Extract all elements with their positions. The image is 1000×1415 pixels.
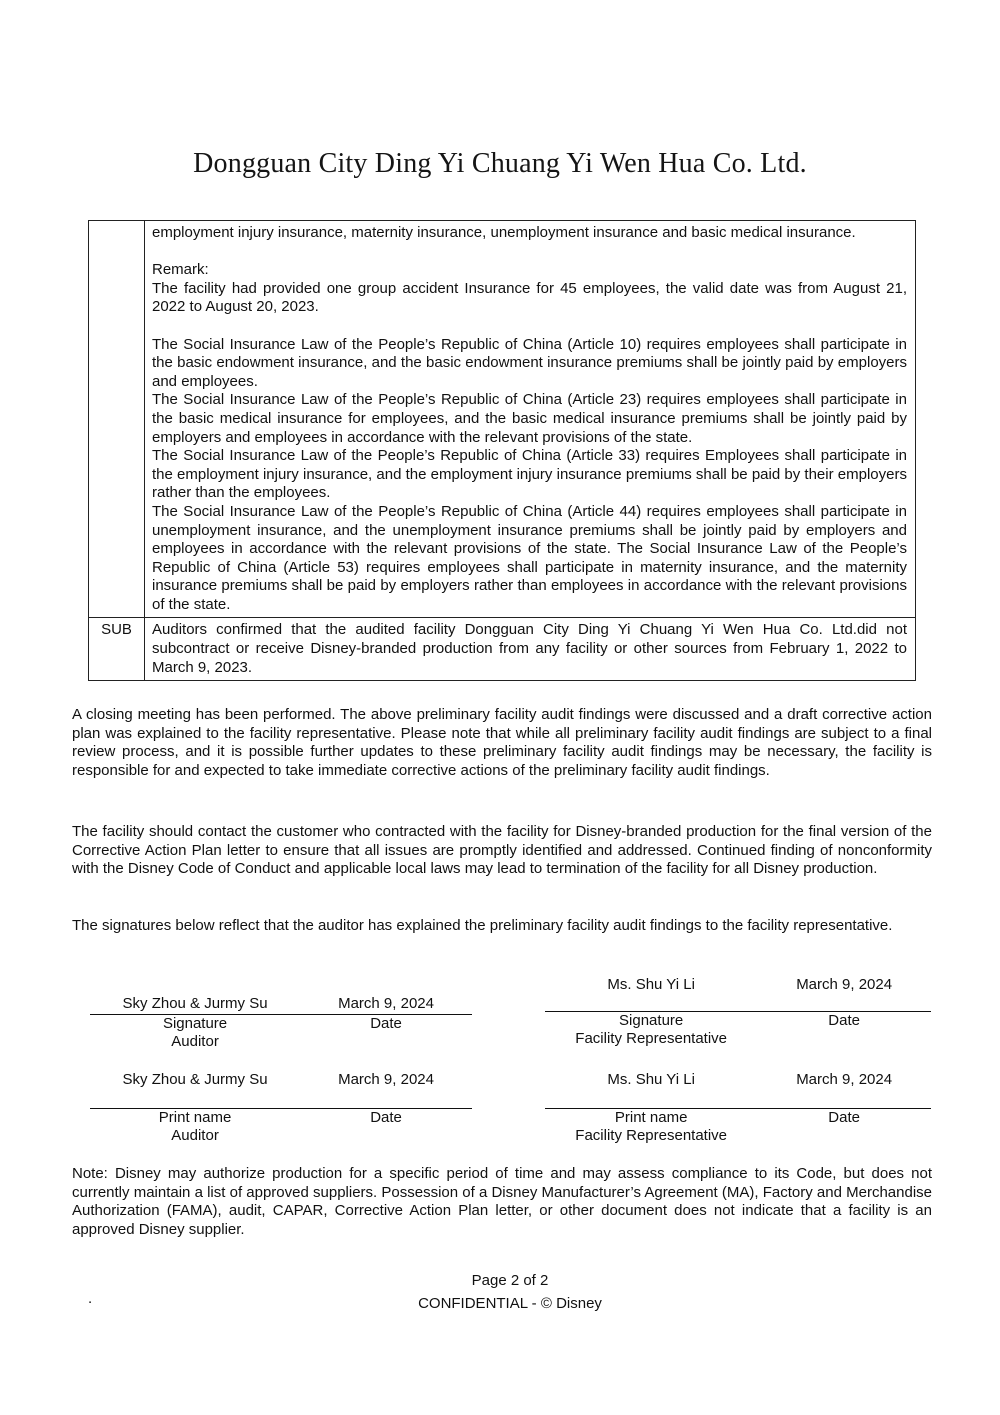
role-label: Auditor — [171, 1033, 219, 1051]
signature-label: Signature — [619, 1011, 684, 1029]
print-name-label: Print name — [158, 1108, 232, 1126]
role-label: Facility Representative — [575, 1127, 728, 1145]
row-content — [145, 618, 916, 681]
paragraph-facility-contact: The facility should contact the customer who contracted with the facility for Disney-branded production for the final version of the Corrective Action Plan letter to ensure that all issues are promptly identified and addressed. Continued finding of nonconformity with the Disney Code of Conduct and applicable local laws may lead to termination of the facility for all Disney production. — [72, 823, 932, 878]
stray-dot: . — [88, 1290, 93, 1307]
signature-value-row — [90, 995, 472, 1014]
spacer — [90, 1090, 472, 1108]
role-label-empty — [300, 1033, 472, 1052]
cell-paragraph: The Social Insurance Law of the People’s Republic of China (Article 44) requires employees shall participate in unemployment insurance, and the unemployment insurance premiums shall be jointly paid by employers and employees in accordance with the relevant provisions of the state. The Social Insurance Law of the People’s Republic of China (Article 53) requires employees shall participate in maternity insurance, and the maternity insurance premiums shall be paid by employers rather than employees in accordance with the relevant provisions of the state. — [152, 502, 907, 613]
signature-role-row — [545, 1127, 931, 1146]
role-label-empty — [757, 1030, 931, 1049]
paragraph-signatures-intro: The signatures below reflect that the auditor has explained the preliminary facility audit findings to the facility representative. — [72, 917, 893, 934]
signature-role-row — [90, 1033, 472, 1052]
table-row — [89, 221, 916, 618]
print-name: Sky Zhou & Jurmy Su — [122, 1071, 268, 1088]
page-footer — [10, 1269, 1000, 1315]
row-label: SUB — [89, 618, 145, 681]
print-date: March 9, 2024 — [338, 1071, 434, 1088]
cell-paragraph: employment injury insurance, maternity insurance, unemployment insurance and basic medical insurance. — [152, 224, 856, 241]
date-label: Date — [828, 1108, 860, 1126]
spacer — [545, 1090, 931, 1108]
signature-date: March 9, 2024 — [796, 976, 893, 993]
print-name-value-row — [90, 1071, 472, 1090]
print-name: Ms. Shu Yi Li — [607, 1071, 695, 1088]
print-date: March 9, 2024 — [796, 1071, 893, 1088]
audit-findings-table — [88, 220, 916, 681]
signature-block-auditor-signature — [90, 995, 472, 1052]
cell-paragraph: The facility had provided one group accident Insurance for 45 employees, the valid date was from August 21, 2022 to August 20, 2023. — [152, 279, 907, 316]
signature-role-row — [90, 1127, 472, 1146]
print-name-label: Print name — [614, 1108, 688, 1126]
spacer — [545, 995, 931, 1011]
signature-block-facility-signature — [545, 976, 931, 1049]
paragraph-closing-meeting: A closing meeting has been performed. The above preliminary facility audit findings were discussed and a draft corrective action plan was explained to the facility representative. Please note that while all preliminary facility audit findings are subject to a final review process, and it is possible further updates to these preliminary facility audit findings may be necessary, the facility is responsible for and expected to take immediate corrective actions of the preliminary facility audit findings. — [72, 706, 932, 779]
signature-label-row — [90, 1015, 472, 1034]
page-title: Dongguan City Ding Yi Chuang Yi Wen Hua Co. Ltd. — [193, 148, 807, 179]
signature-date: March 9, 2024 — [338, 995, 434, 1012]
signature-label-row — [545, 1012, 931, 1031]
role-label-empty — [757, 1127, 931, 1146]
cell-paragraph: The Social Insurance Law of the People’s Republic of China (Article 10) requires employees shall participate in the basic endowment insurance, and the basic endowment insurance premiums shall be jointly paid by employers and employees. — [152, 335, 907, 390]
signature-value-row — [545, 976, 931, 995]
signature-block-facility-print-name — [545, 1071, 931, 1146]
role-label-empty — [300, 1127, 472, 1146]
signature-name: Ms. Shu Yi Li — [607, 976, 695, 993]
cell-paragraph — [152, 317, 907, 336]
row-content — [145, 221, 916, 618]
footer-page-number: Page 2 of 2 — [471, 1272, 549, 1289]
print-name-value-row — [545, 1071, 931, 1090]
role-label: Facility Representative — [575, 1030, 728, 1048]
signature-role-row — [545, 1030, 931, 1049]
print-name-label-row — [90, 1109, 472, 1128]
cell-paragraph: Auditors confirmed that the audited facility Dongguan City Ding Yi Chuang Yi Wen Hua Co. Ltd.did not subcontract or receive Disney-branded production from any facility or other sources from February 1, 2022 to March 9, 2023. — [152, 621, 907, 676]
signature-name: Sky Zhou & Jurmy Su — [122, 995, 268, 1012]
cell-paragraph: Remark: — [152, 261, 209, 279]
note-paragraph: Note: Disney may authorize production for a specific period of time and may assess compliance to its Code, but does not currently maintain a list of approved suppliers. Possession of a Disney Manufacturer’s Agreement (MA), Factory and Merchandise Authorization (FAMA), audit, CAPAR, Corrective Action Plan letter, or other document does not indicate that a facility is an approved Disney supplier. — [72, 1165, 932, 1238]
cell-paragraph — [152, 243, 907, 262]
date-label: Date — [828, 1011, 860, 1029]
signature-label: Signature — [162, 1014, 228, 1032]
footer-confidential: CONFIDENTIAL - © Disney — [418, 1295, 602, 1312]
role-label: Auditor — [171, 1127, 219, 1145]
signature-block-auditor-print-name — [90, 1071, 472, 1146]
cell-paragraph: The Social Insurance Law of the People’s Republic of China (Article 23) requires employees shall participate in the basic medical insurance for employees, and the basic medical insurance premiums shall be jointly paid by employers and employees in accordance with the relevant provisions of the state. — [152, 391, 907, 446]
date-label: Date — [370, 1014, 402, 1032]
date-label: Date — [370, 1108, 402, 1126]
table-row — [89, 618, 916, 681]
print-name-label-row — [545, 1109, 931, 1128]
row-label — [89, 221, 145, 618]
cell-paragraph: The Social Insurance Law of the People’s Republic of China (Article 33) requires Employees shall participate in the employment injury insurance, and the employment injury insurance premiums shall be paid by their employers rather than the employees. — [152, 447, 907, 502]
